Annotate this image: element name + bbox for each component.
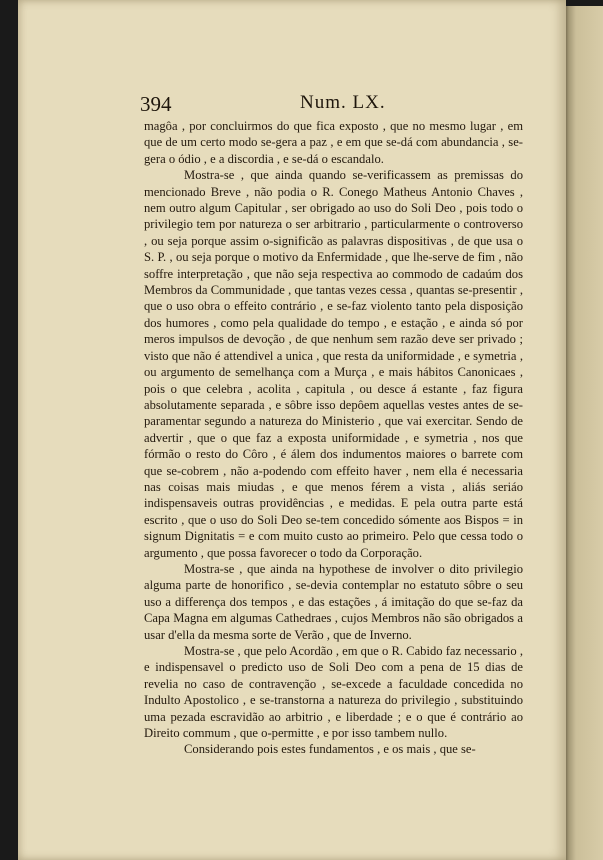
next-page-edge (566, 6, 603, 860)
page-number: 394 (140, 92, 172, 116)
paragraph: Considerando pois estes fundamentos , e os mais , que se- (184, 742, 476, 757)
paragraph-continuation: magôa , por concluirmos do que fica exposto , que no mesmo lugar , em que de um certo modo se-gera a paz , e em que se-dá com abundancia , se-gera o ódio , e a discordia , e se-dá o escandalo. (144, 119, 523, 166)
body-text (144, 118, 523, 758)
page-header (140, 92, 440, 120)
paragraph: Mostra-se , que ainda na hypothese de involver o dito privilegio alguma parte de honorifico , se-devia contemplar no estatuto sôbre o seu uso a differença dos tempos , e das estações , á imitação do que se-faz da Capa Magna em algumas Cathedraes , cujos Membros não são obrigados a usar d'ella da mesma sorte de Verão , que de Inverno. (144, 561, 523, 642)
paragraph: Mostra-se , que pelo Acordão , em que o R. Cabido faz necessario , e indispensavel o predicto uso de Soli Deo com a pena de 15 dias de revelia no caso de contravenção , se-excede a faculdade concedida no Indulto Apostolico , e se-transtorna a natureza do privilegio , substituindo uma pezada escravidão ao arbitrio , e liberdade ; e o que é contrário ao Direito commum , que o-permitte , e por isso tambem nullo. (144, 644, 523, 741)
paragraph: Mostra-se , que ainda quando se-verificassem as premissas do mencionado Breve , não podia o R. Conego Matheus Antonio Chaves , nem outro algum Capitular , ser obrigado ao uso do Soli Deo , pois todo o privilegio tem por natureza o ser arbitrario , particularmente o controverso , ou seja porque assim o-significão as palavras dispositivas , de que usa o S. P. , ou seja porque o motivo da Enfermidade , que lhe-serve de fim , não soffre interpretação , que não seja respectiva ao commodo de cadaúm dos Membros da Communidade , que tantas vezes cessa , quantas se-presentir , que o uso obra o effeito contrário , e se-faz violento tanto pela disposição dos humores , como pela qualidade do tempo , e estação , e ainda só por meros impulsos de devoção , de que nenhum sem razão deve ser privado ; visto que não é attendivel a unica , que resta da uniformidade , e symetria , ou argumento de semelhança com a Murça , e mais hábitos Canonicaes , pois o que celebra , acolita , capitula , ou desce á estante , faz figura absolutamente separada , e sôbre isso depôem aquellas vestes antes de se-paramentar segundo a natureza do Ministerio , que vai exercitar. Sendo de advertir , que o que faz a exposta uniformidade , e symetria , nos que fórmão o resto do Côro , é álem dos indumentos maiores o barrete com que se-cobrem , não a-podendo com effeito haver , nem ella é necessaria nas coisas mais miudas , e que menos férem a vista , aliás seriáo indispensaveis outras providências , e medidas. E pela outra parte está escrito , que o uso do Soli Deo se-tem concedido sómente aos Bispos = in signum Dignitatis = e com muito custo ao primeiro. Pelo que cessa todo o argumento , que possa favorecer o todo da Corporação. (144, 168, 523, 560)
running-head-title: Num. LX. (300, 92, 386, 113)
